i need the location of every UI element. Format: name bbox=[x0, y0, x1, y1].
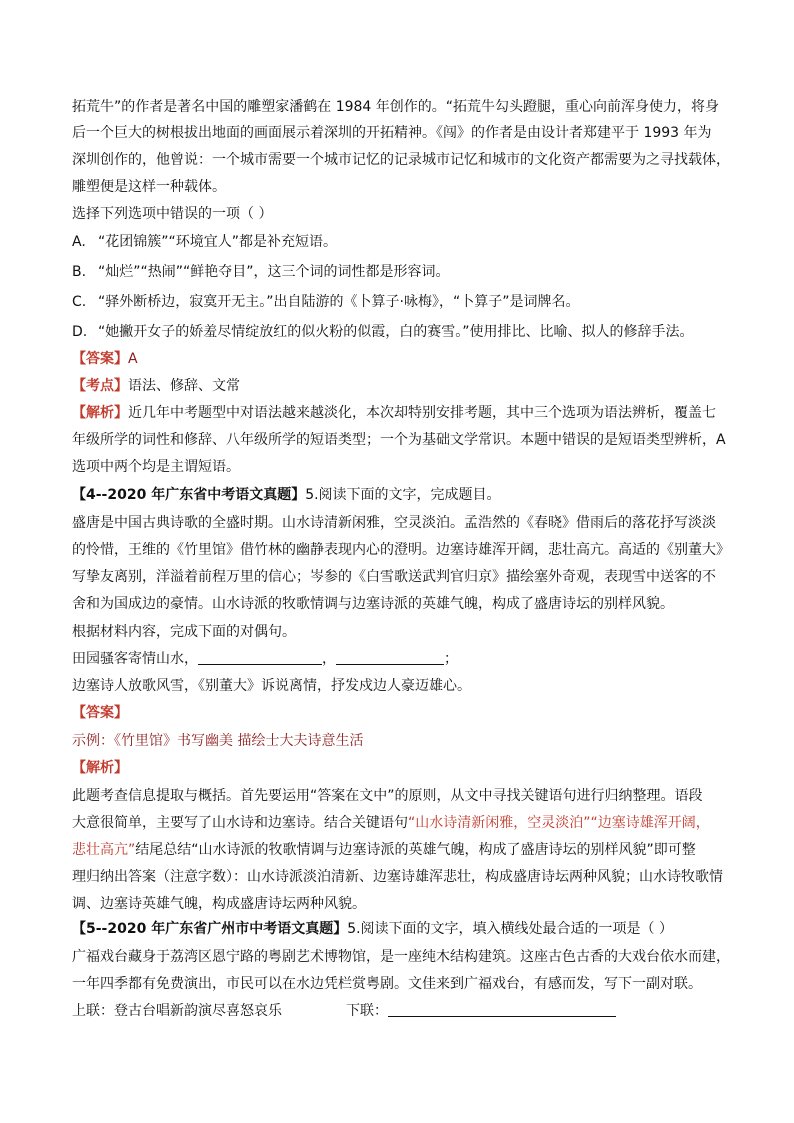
couplet-line-1 bbox=[72, 650, 458, 668]
jiexi-line-3: 选项中两个均是主谓短语。 bbox=[72, 459, 240, 475]
q5-passage-line-2: 的怜惜，王维的《竹里馆》借竹林的幽静表现内心的澄明。边塞诗雄浑开阔，悲壮高亢。高适的《别董大》 bbox=[72, 542, 730, 558]
option-text: “灿烂”“热闹”“鲜艳夺目”，这三个词的词性都是形容词。 bbox=[98, 264, 450, 280]
q5-header bbox=[72, 486, 501, 504]
answer-tag: 【答案】 bbox=[72, 705, 128, 721]
q6-passage-line-2: 一年四季都有免费演出，市民可以在水边凭栏赏粤剧。文佳来到广福戏台，有感而发，写下一副对联。 bbox=[72, 976, 702, 992]
q6-header bbox=[72, 920, 673, 938]
intro-line-4: 雕塑便是这样一种载体。 bbox=[72, 179, 226, 195]
q6-passage-line-1: 广福戏台藏身于荔湾区恩宁路的粤剧艺术博物馆，是一座纯木结构建筑。这座古色古香的大戏台依水而建， bbox=[72, 949, 730, 965]
q5-instruction: 5.阅读下面的文字，完成题目。 bbox=[305, 487, 501, 503]
q5-jiexi-tag bbox=[72, 759, 128, 777]
upper-couplet: 上联：登古台唱新韵演尽喜怒哀乐 bbox=[72, 1003, 282, 1019]
q5-passage-line-1: 盛唐是中国古典诗歌的全盛时期。山水诗清新闲雅，空灵淡泊。孟浩然的《春晓》借雨后的落花抒写淡淡 bbox=[72, 515, 716, 531]
jiexi-text: 大意很简单，主要写了山水诗和边塞诗。结合关键语句 bbox=[72, 815, 408, 831]
jiexi-quote: “山水诗清新闲雅，空灵淡泊” bbox=[408, 815, 591, 831]
question-prompt: 选择下列选项中错误的一项（ ） bbox=[72, 206, 273, 222]
q5-jiexi-line-5: 调、边塞诗英雄气魄，构成盛唐诗坛两种风貌。 bbox=[72, 896, 366, 912]
q5-source: 【4--2020 年广东省中考语文真题】 bbox=[72, 487, 306, 503]
couplet-start: 田园骚客寄情山水， bbox=[72, 651, 198, 667]
option-text: “驿外断桥边，寂寞开无主。”出自陆游的《卜算子·咏梅》，“卜算子”是词牌名。 bbox=[98, 294, 580, 310]
answer-blank-1[interactable] bbox=[198, 650, 322, 665]
jiexi-tag: 【解析】 bbox=[72, 760, 128, 776]
lower-couplet-label: 下联： bbox=[346, 1003, 388, 1019]
kaodian-tag: 【考点】 bbox=[72, 378, 128, 394]
couplet-line-2: 边塞诗人放歌风雪，《别董大》诉说离情，抒发戍边人豪迈雄心。 bbox=[72, 678, 471, 694]
q5-passage-line-3: 写挚友离别，洋溢着前程万里的信心；岑参的《白雪歌送武判官归京》描绘塞外奇观，表现雪中送客的不 bbox=[72, 569, 716, 585]
q5-answer-tag bbox=[72, 704, 128, 722]
q5-jiexi-line-2 bbox=[72, 814, 710, 832]
option-c bbox=[72, 293, 579, 311]
kaodian-value: 语法、修辞、文常 bbox=[128, 378, 240, 394]
kaodian-line bbox=[72, 377, 240, 395]
jiexi-text: 近几年中考题型中对语法越来越淡化，本次却特别安排考题，其中三个选项为语法辨析，覆盖七 bbox=[128, 405, 716, 421]
jiexi-quote: “边塞诗雄浑开阔， bbox=[590, 815, 710, 831]
jiexi-tag: 【解析】 bbox=[72, 405, 128, 421]
q6-instruction: 5.阅读下面的文字，填入横线处最合适的一项是（ ） bbox=[347, 921, 674, 937]
couplet-separator: ， bbox=[322, 651, 336, 667]
q5-prompt: 根据材料内容，完成下面的对偶句。 bbox=[72, 624, 296, 640]
option-text: “她撇开女子的娇羞尽情绽放红的似火粉的似霞，白的赛雪。”使用排比、比喻、拟人的修辞手法。 bbox=[98, 324, 694, 340]
option-b bbox=[72, 263, 450, 281]
intro-line-2: 后一个巨大的树根拔出地面的画面展示着深圳的开拓精神。《闯》的作者是由设计者郑建平于 1993 年为 bbox=[72, 125, 712, 141]
answer-tag: 【答案】 bbox=[72, 351, 128, 367]
q5-jiexi-line-4: 理归纳出答案（注意字数）：山水诗派淡泊清新、边塞诗雄浑悲壮，构成盛唐诗坛两种风貌；山水诗牧歌情 bbox=[72, 869, 723, 885]
jiexi-line-1 bbox=[72, 404, 716, 422]
option-letter: B. bbox=[72, 264, 87, 280]
jiexi-text: 结尾总结“山水诗派的牧歌情调与边塞诗派的英雄气魄，构成了盛唐诗坛的别样风貌”即可整 bbox=[135, 842, 696, 858]
q6-source: 【5--2020 年广东省广州市中考语文真题】 bbox=[72, 921, 348, 937]
lower-couplet-blank[interactable] bbox=[388, 1002, 616, 1017]
answer-blank-2[interactable] bbox=[336, 650, 444, 665]
option-text: “花团锦簇”“环境宜人”都是补充短语。 bbox=[98, 234, 338, 250]
option-a bbox=[72, 233, 337, 251]
intro-line-3: 深圳创作的，他曾说：一个城市需要一个城市记忆的记录城市记忆和城市的文化资产都需要为之寻找载体， bbox=[72, 152, 730, 168]
jiexi-quote: 悲壮高亢” bbox=[72, 842, 136, 858]
option-letter: A. bbox=[72, 234, 86, 250]
jiexi-line-2: 年级所学的词性和修辞、八年级所学的短语类型；一个为基础文学常识。本题中错误的是短语类型辨析，A bbox=[72, 432, 726, 448]
option-letter: D. bbox=[72, 324, 88, 340]
q5-passage-line-4: 舍和为国成边的豪情。山水诗派的牧歌情调与边塞诗派的英雄气魄，构成了盛唐诗坛的别样风貌。 bbox=[72, 596, 674, 612]
intro-line-1: 拓荒牛”的作者是著名中国的雕塑家潘鹤在 1984 年创作的。“拓荒牛勾头蹬腿，重心向前浑身使力，将身 bbox=[72, 99, 720, 115]
q5-answer-value: 示例：《竹里馆》书写幽美 描绘士大夫诗意生活 bbox=[72, 733, 364, 749]
option-letter: C. bbox=[72, 294, 87, 310]
option-d bbox=[72, 323, 694, 341]
answer-line bbox=[72, 350, 138, 368]
couplet-end: ； bbox=[444, 651, 458, 667]
q5-jiexi-line-3 bbox=[72, 841, 696, 859]
q5-jiexi-line-1: 此题考查信息提取与概括。首先要运用“答案在文中”的原则，从文中寻找关键语句进行归纳整理。语段 bbox=[72, 788, 703, 804]
answer-value: A bbox=[128, 351, 138, 367]
couplet-pair bbox=[72, 1002, 616, 1020]
